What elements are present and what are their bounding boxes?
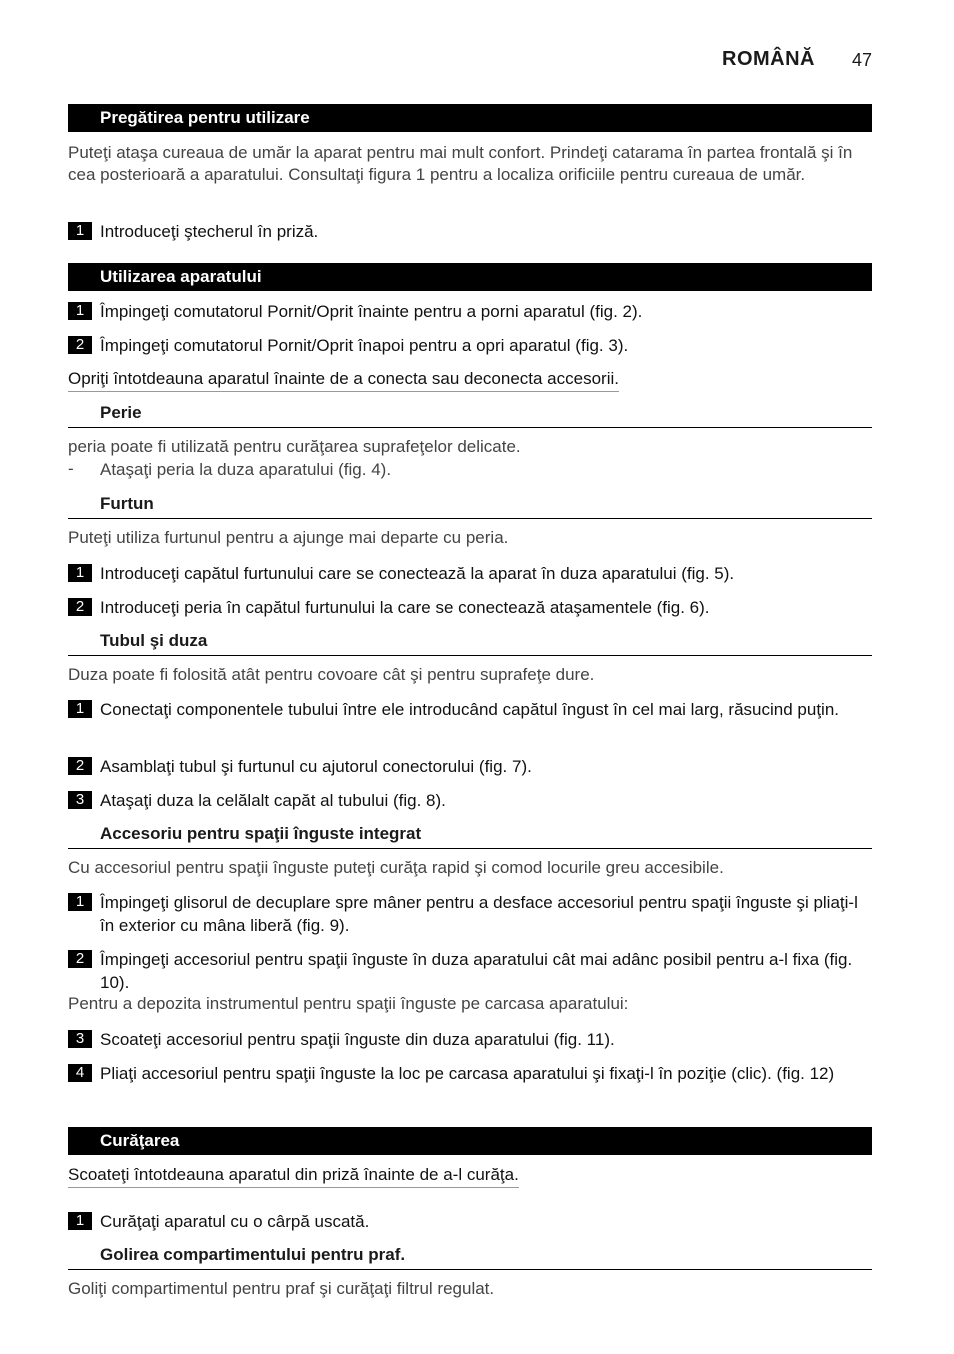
subsection-title-perie: Perie (100, 403, 142, 422)
step-item (68, 596, 874, 619)
step-item (68, 891, 874, 937)
language-heading: ROMÂNĂ (722, 48, 815, 70)
subsection-title-tubul: Tubul şi duza (100, 631, 208, 650)
step-text: Conectaţi componentele tubului între ele introducând capătul îngust în cel mai larg, răsucind puţin. (100, 700, 840, 719)
step-item (68, 300, 874, 323)
divider (68, 427, 872, 428)
step-number: 1 (68, 893, 92, 911)
step-text: Scoateţi accesoriul pentru spaţii înguste din duza aparatului (fig. 11). (100, 1030, 615, 1049)
step-number: 2 (68, 336, 92, 354)
step-item (68, 220, 874, 243)
step-number: 1 (68, 222, 92, 240)
step-number: 2 (68, 598, 92, 616)
step-number: 2 (68, 950, 92, 968)
step-item (68, 1028, 874, 1051)
paragraph-accesoriu: Cu accesoriul pentru spaţii înguste puteţi curăţa rapid şi comod locurile greu accesibile. (68, 858, 724, 877)
step-number: 1 (68, 1212, 92, 1230)
storage-note: Pentru a depozita instrumentul pentru spaţii înguste pe carcasa aparatului: (68, 994, 629, 1013)
warning-note: Opriţi întotdeauna aparatul înainte de a conecta sau deconecta accesorii. (68, 368, 619, 392)
page-number: 47 (852, 50, 873, 70)
step-text: Împingeţi accesoriul pentru spaţii înguste în duza aparatului cât mai adânc posibil pentru a-l fixa (fig. 10). (100, 950, 853, 992)
step-number: 4 (68, 1064, 92, 1082)
step-number: 1 (68, 700, 92, 718)
paragraph-shoulder-strap: Puteţi ataşa cureaua de umăr la aparat pentru mai mult confort. Prindeţi catarama în partea frontală şi în cea posterioară a aparatului. Consultaţi figura 1 pentru a localiza orificiile pentru cureaua de umăr. (68, 143, 853, 184)
subsection-title-furtun: Furtun (100, 494, 154, 513)
section-title: Pregătirea pentru utilizare (100, 108, 310, 127)
warning-note: Scoateţi întotdeauna aparatul din priză înainte de a-l curăţa. (68, 1164, 519, 1188)
step-item (68, 1210, 874, 1233)
step-number: 3 (68, 791, 92, 809)
step-item (68, 948, 874, 994)
section-bar-pregatirea (68, 104, 872, 132)
paragraph-perie: peria poate fi utilizată pentru curăţarea suprafeţelor delicate. (68, 437, 521, 456)
divider (68, 1269, 872, 1270)
step-number: 3 (68, 1030, 92, 1048)
step-number: 2 (68, 757, 92, 775)
step-item (68, 755, 874, 778)
divider (68, 848, 872, 849)
step-text: Împingeţi glisorul de decuplare spre mâner pentru a desface accesoriul pentru spaţii înguste şi pliaţi-l în exterior cu mâna liberă (fig. 9). (100, 893, 858, 935)
subsection-title-accesoriu: Accesoriu pentru spaţii înguste integrat (100, 824, 422, 843)
step-item (68, 789, 874, 812)
subsection-title-golirea: Golirea compartimentului pentru praf. (100, 1245, 406, 1264)
section-bar-utilizarea (68, 263, 872, 291)
step-text: Asamblaţi tubul şi furtunul cu ajutorul conectorului (fig. 7). (100, 757, 532, 776)
step-item (68, 334, 874, 357)
step-number: 1 (68, 564, 92, 582)
step-text: Împingeţi comutatorul Pornit/Oprit înainte pentru a porni aparatul (fig. 2). (100, 302, 643, 321)
divider (68, 518, 872, 519)
section-bar-curatarea (68, 1127, 872, 1155)
paragraph-furtun: Puteţi utiliza furtunul pentru a ajunge mai departe cu peria. (68, 528, 509, 547)
step-item (68, 1062, 874, 1085)
divider (68, 655, 872, 656)
step-text: Introduceţi ştecherul în priză. (100, 222, 319, 241)
step-text: Introduceţi capătul furtunului care se conectează la aparat în duza aparatului (fig. 5). (100, 564, 735, 583)
step-item (68, 562, 874, 585)
step-text: Pliaţi accesoriul pentru spaţii înguste la loc pe carcasa aparatului şi fixaţi-l în poziţie (clic). (fig. 12) (100, 1064, 835, 1083)
step-text: Împingeţi comutatorul Pornit/Oprit înapoi pentru a opri aparatul (fig. 3). (100, 336, 629, 355)
step-text: Ataşaţi duza la celălalt capăt al tubului (fig. 8). (100, 791, 446, 810)
section-title: Utilizarea aparatului (100, 267, 262, 286)
step-text: Introduceţi peria în capătul furtunului la care se conectează ataşamentele (fig. 6). (100, 598, 710, 617)
bullet-text: Ataşaţi peria la duza aparatului (fig. 4). (100, 460, 392, 479)
section-title: Curăţarea (100, 1131, 180, 1150)
step-text: Curăţaţi aparatul cu o cârpă uscată. (100, 1212, 370, 1231)
paragraph-golirea: Goliţi compartimentul pentru praf şi curăţaţi filtrul regulat. (68, 1279, 495, 1298)
step-number: 1 (68, 302, 92, 320)
bullet-dash: - (68, 459, 74, 478)
paragraph-tubul: Duza poate fi folosită atât pentru covoare cât şi pentru suprafeţe dure. (68, 665, 595, 684)
step-item (68, 698, 874, 721)
